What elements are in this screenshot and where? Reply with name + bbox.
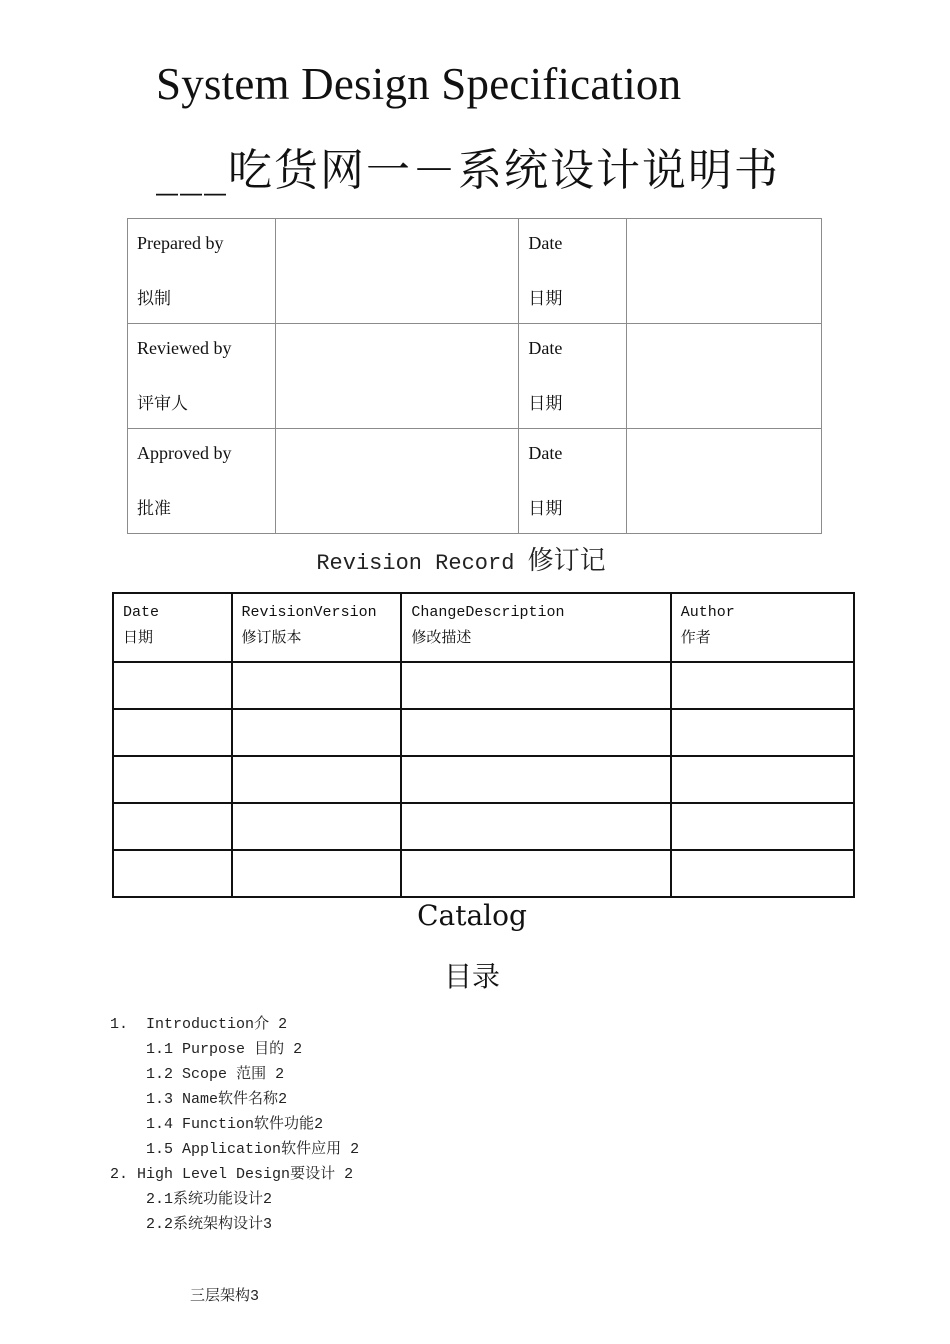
signoff-row-approved (128, 429, 822, 534)
col-cn: 修订版本 (241, 628, 302, 646)
col-en: Author (680, 604, 735, 621)
toc-num: 1.5 (146, 1141, 174, 1158)
toc-cn: 介 (254, 1014, 270, 1032)
revision-row (113, 803, 854, 850)
revision-cell[interactable] (401, 662, 670, 709)
toc-cn: 软件应用 (281, 1139, 342, 1157)
revision-cell[interactable] (401, 850, 670, 897)
toc-cn: 系统架构设计 (173, 1214, 264, 1232)
signoff-role-cn: 拟制 (137, 289, 171, 309)
signoff-date-label-cell (519, 324, 627, 429)
revision-record-title (0, 540, 922, 577)
signoff-role-cell (128, 429, 276, 534)
revision-cell[interactable] (401, 803, 670, 850)
toc-page: 3 (250, 1288, 260, 1305)
col-cn: 修改描述 (411, 628, 472, 646)
toc-page: 2 (350, 1141, 360, 1158)
col-en: ChangeDescription (411, 604, 565, 621)
signoff-row-prepared (128, 219, 822, 324)
toc-entry[interactable] (110, 1162, 353, 1183)
signoff-name-cell[interactable] (275, 324, 519, 429)
toc-text: Introduction (146, 1016, 255, 1033)
col-cn: 日期 (123, 628, 154, 646)
toc-page: 2 (263, 1191, 273, 1208)
toc-text: Application (182, 1141, 282, 1158)
toc-text: Name (182, 1091, 219, 1108)
toc-entry[interactable] (146, 1087, 287, 1108)
revision-cell[interactable] (671, 850, 854, 897)
toc-cn: 范围 (236, 1064, 267, 1082)
col-en: Date (123, 604, 160, 621)
revision-cell[interactable] (113, 709, 232, 756)
revision-cell[interactable] (113, 662, 232, 709)
toc-entry[interactable] (190, 1284, 259, 1305)
signoff-date-label-cell (519, 219, 627, 324)
signoff-role-cell (128, 219, 276, 324)
revision-cell[interactable] (671, 756, 854, 803)
toc-cn: 软件功能 (254, 1114, 315, 1132)
toc-text: Purpose (182, 1041, 246, 1058)
revision-cell[interactable] (671, 803, 854, 850)
toc-cn: 三层架构 (190, 1286, 251, 1304)
toc-entry[interactable] (110, 1012, 287, 1033)
signoff-table (127, 218, 822, 534)
revision-row (113, 709, 854, 756)
signoff-date-value-cell[interactable] (627, 429, 822, 534)
toc-page: 2 (314, 1116, 324, 1133)
toc-entry[interactable] (146, 1187, 272, 1208)
toc-page: 2 (278, 1091, 288, 1108)
revision-cell[interactable] (401, 756, 670, 803)
signoff-date-label-cell (519, 429, 627, 534)
revision-row (113, 850, 854, 897)
toc-text: Function (182, 1116, 255, 1133)
signoff-date-en: Date (528, 233, 563, 253)
toc-num: 1.3 (146, 1091, 174, 1108)
revision-header-row (113, 593, 854, 662)
revision-row (113, 756, 854, 803)
signoff-role-en: Approved by (137, 443, 232, 463)
signoff-date-cn: 日期 (528, 499, 563, 519)
toc-cn: 软件名称 (218, 1089, 279, 1107)
toc-num: 2.1 (146, 1191, 174, 1208)
revision-row (113, 662, 854, 709)
toc-cn: 目的 (254, 1039, 285, 1057)
signoff-name-cell[interactable] (275, 429, 519, 534)
toc-num: 2.2 (146, 1216, 174, 1233)
signoff-date-cn: 日期 (528, 394, 563, 414)
catalog-title-cn: 目录 (443, 960, 500, 993)
revision-cell[interactable] (232, 850, 402, 897)
revision-col-description (401, 593, 670, 662)
signoff-date-value-cell[interactable] (627, 324, 822, 429)
revision-col-date (113, 593, 232, 662)
signoff-role-cn: 评审人 (137, 394, 188, 414)
signoff-date-en: Date (528, 443, 563, 463)
toc-text: High Level Design (137, 1166, 291, 1183)
toc-entry[interactable] (146, 1112, 323, 1133)
revision-title-en: Revision Record (316, 551, 515, 576)
revision-cell[interactable] (232, 803, 402, 850)
signoff-role-cn: 批准 (137, 499, 171, 519)
toc-page: 2 (278, 1016, 288, 1033)
signoff-date-cn: 日期 (528, 289, 563, 309)
toc-entry[interactable] (146, 1212, 272, 1233)
toc-num: 1. (110, 1016, 129, 1033)
toc-num: 1.4 (146, 1116, 174, 1133)
revision-cell[interactable] (113, 850, 232, 897)
signoff-name-cell[interactable] (275, 219, 519, 324)
toc-page: 2 (275, 1066, 285, 1083)
revision-cell[interactable] (671, 709, 854, 756)
revision-cell[interactable] (113, 803, 232, 850)
revision-title-cn: 修订记 (527, 546, 606, 576)
document-title-cn: ___吃货网一－系统设计说明书 (156, 145, 780, 196)
toc-num: 2. (110, 1166, 129, 1183)
revision-cell[interactable] (401, 709, 670, 756)
signoff-role-cell (128, 324, 276, 429)
signoff-role-en: Reviewed by (137, 338, 232, 358)
catalog-title-en: Catalog (417, 899, 527, 932)
document-title-en: System Design Specification (156, 59, 682, 109)
toc-entry[interactable] (146, 1062, 284, 1083)
signoff-row-reviewed (128, 324, 822, 429)
revision-col-author (671, 593, 854, 662)
toc-entry[interactable] (146, 1037, 302, 1058)
toc-num: 1.1 (146, 1041, 174, 1058)
revision-cell[interactable] (232, 756, 402, 803)
toc-page: 3 (263, 1216, 273, 1233)
toc-cn: 要设计 (290, 1164, 336, 1182)
revision-cell[interactable] (232, 709, 402, 756)
toc-entry[interactable] (146, 1137, 359, 1158)
revision-cell[interactable] (671, 662, 854, 709)
toc-page: 2 (293, 1041, 303, 1058)
toc-cn: 系统功能设计 (173, 1189, 264, 1207)
revision-cell[interactable] (113, 756, 232, 803)
signoff-role-en: Prepared by (137, 233, 224, 253)
toc-num: 1.2 (146, 1066, 174, 1083)
signoff-date-value-cell[interactable] (627, 219, 822, 324)
toc-text: Scope (182, 1066, 228, 1083)
col-en: RevisionVersion (241, 604, 377, 621)
revision-table (112, 592, 855, 898)
revision-col-version (232, 593, 402, 662)
toc-page: 2 (344, 1166, 354, 1183)
signoff-date-en: Date (528, 338, 563, 358)
col-cn: 作者 (680, 628, 711, 646)
revision-cell[interactable] (232, 662, 402, 709)
